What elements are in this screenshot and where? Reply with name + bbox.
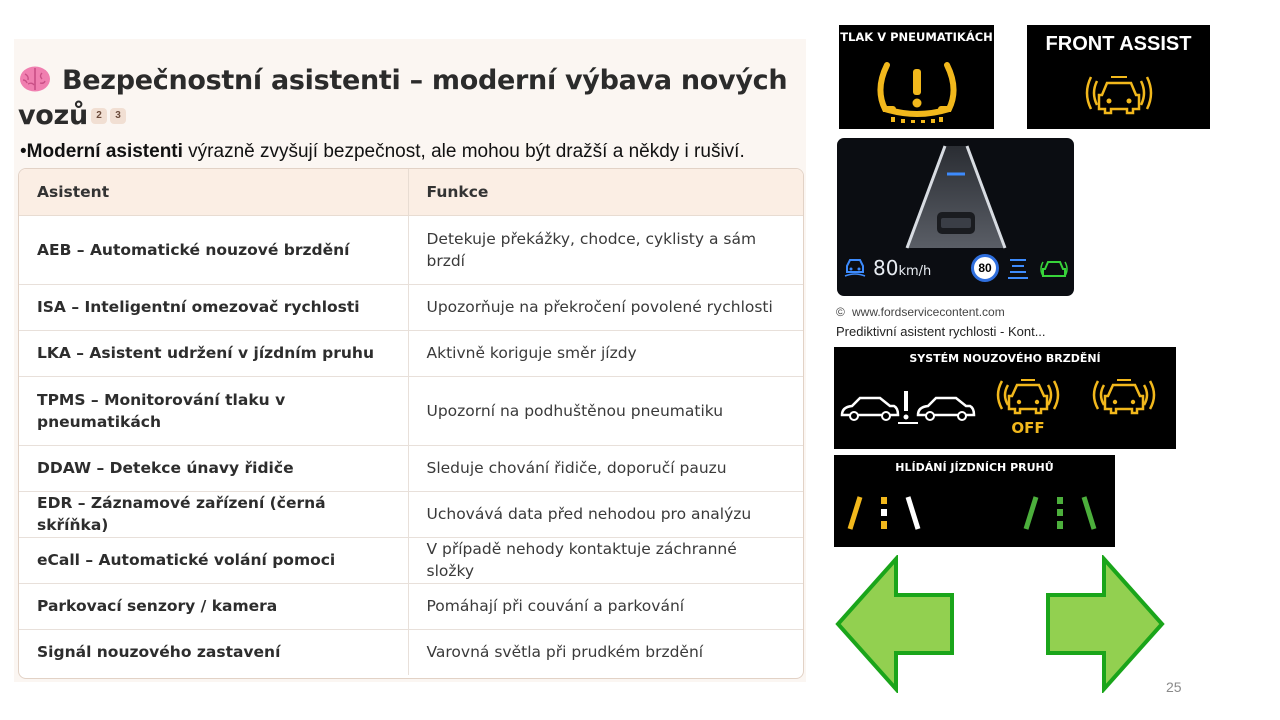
tpms-caption: TLAK V PNEUMATIKÁCH (840, 30, 993, 44)
function-cell: Aktivně koriguje směr jízdy (408, 330, 803, 376)
function-cell: Upozorní na podhuštěnou pneumatiku (408, 376, 803, 445)
citation-3[interactable]: 3 (110, 108, 126, 124)
assistant-cell: EDR – Záznamové zařízení (černá skříňka) (19, 491, 408, 537)
assistant-cell: DDAW – Detekce únavy řidiče (19, 445, 408, 491)
function-cell: Sleduje chování řidiče, doporučí pauzu (408, 445, 803, 491)
function-cell: Varovná světla při prudkém brzdění (408, 629, 803, 675)
content-panel (14, 39, 806, 682)
header-assistant: Asistent (19, 169, 408, 215)
table-row (19, 537, 803, 583)
tpms-image (839, 25, 994, 129)
speed-value: 80 (873, 256, 899, 280)
assistant-cell: Parkovací senzory / kamera (19, 583, 408, 629)
brake-on-car-icon (1092, 377, 1156, 419)
page-title (18, 63, 802, 133)
function-cell: Pomáhají při couvání a parkování (408, 583, 803, 629)
function-cell: Detekuje překážky, chodce, cyklisty a sám brzdí (408, 215, 803, 284)
function-cell: V případě nehody kontaktuje záchranné složky (408, 537, 803, 583)
assistant-cell: AEB – Automatické nouzové brzdění (19, 215, 408, 284)
subtitle-rest: výrazně zvyšují bezpečnost, ale mohou být dražší a někdy i rušiví. (182, 141, 745, 162)
table-row (19, 376, 803, 445)
collision-warning-icon (838, 387, 978, 427)
front-assist-caption: FRONT ASSIST (1045, 33, 1192, 55)
assistant-cell: ISA – Inteligentní omezovač rychlosti (19, 284, 408, 330)
front-assist-car-icon (1083, 73, 1155, 119)
brake-system-caption: SYSTÉM NOUZOVÉHO BRZDĚNÍ (909, 352, 1101, 365)
table-row (19, 491, 803, 537)
subtitle (20, 141, 745, 163)
tire-pressure-icon (873, 59, 961, 123)
table-row (19, 583, 803, 629)
function-cell: Upozorňuje na překročení povolené rychlosti (408, 284, 803, 330)
current-speed (873, 256, 931, 280)
dashboard-image (837, 138, 1074, 296)
brake-off-label: OFF (1011, 419, 1045, 437)
assistant-cell: TPMS – Monitorování tlaku v pneumatikách (19, 376, 408, 445)
table-header-row (19, 169, 803, 215)
lane-keeping-image (834, 455, 1115, 547)
assistant-cell: LKA – Asistent udržení v jízdním pruhu (19, 330, 408, 376)
function-cell: Uchovává data před nehodou pro analýzu (408, 491, 803, 537)
front-assist-image (1027, 25, 1210, 129)
speed-assist-icon (843, 256, 867, 278)
table-row (19, 330, 803, 376)
image-source-title[interactable]: Prediktivní asistent rychlosti - Kont... (836, 324, 1046, 339)
brain-icon (18, 64, 52, 94)
table-row (19, 215, 803, 284)
page-number: 25 (1166, 679, 1182, 695)
brake-off-car-icon (996, 377, 1060, 419)
front-car-green-icon (1039, 256, 1069, 280)
citation-2[interactable]: 2 (91, 108, 107, 124)
title-text: Bezpečnostní asistenti – moderní výbava nových vozů (18, 65, 788, 131)
table-row (19, 629, 803, 675)
header-function: Funkce (408, 169, 803, 215)
image-source[interactable] (836, 305, 1005, 319)
previous-arrow-button[interactable] (834, 555, 956, 693)
source-domain: www.fordservicecontent.com (852, 305, 1005, 319)
bullet: • (20, 141, 27, 162)
table-row (19, 445, 803, 491)
lane-assist-amber-icon (846, 495, 922, 533)
globe-icon: © (836, 305, 845, 319)
next-arrow-button[interactable] (1044, 555, 1166, 693)
assistant-cell: Signál nouzového zastavení (19, 629, 408, 675)
lane-assist-small-icon (1007, 256, 1029, 280)
lane-assist-green-icon (1022, 495, 1098, 533)
subtitle-bold: Moderní asistenti (26, 141, 183, 162)
brake-system-image (834, 347, 1176, 449)
speed-unit: km/h (898, 264, 932, 279)
assistant-cell: eCall – Automatické volání pomoci (19, 537, 408, 583)
table-row (19, 284, 803, 330)
lane-caption: HLÍDÁNÍ JÍZDNÍCH PRUHŮ (895, 461, 1054, 474)
assistants-table (18, 168, 804, 679)
speed-limit-sign: 80 (971, 254, 999, 282)
